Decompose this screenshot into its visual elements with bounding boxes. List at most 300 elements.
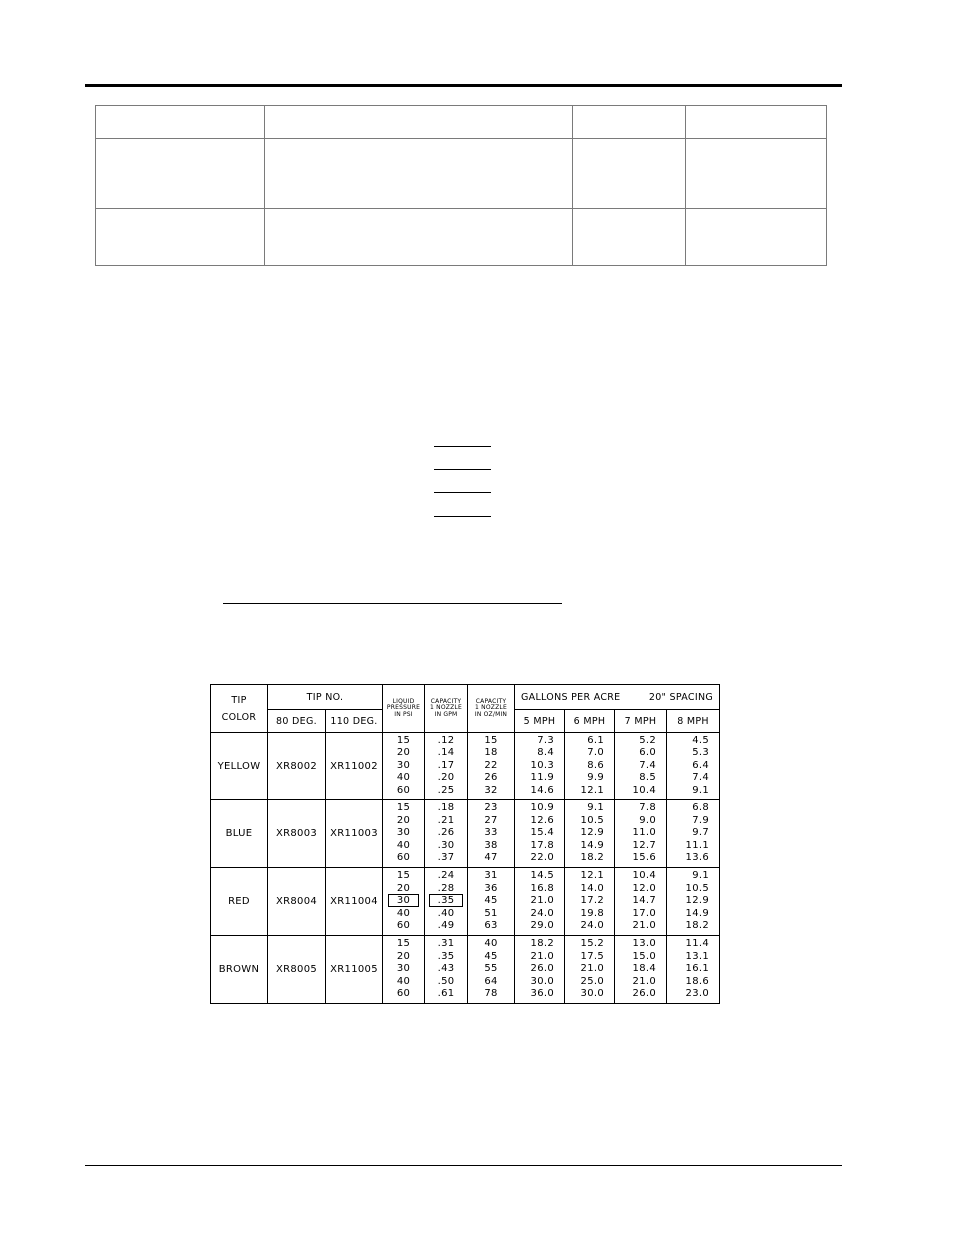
cell-value: 11.9 bbox=[530, 772, 554, 784]
cell-value: 10.4 bbox=[632, 784, 656, 796]
gpa-8mph-cell-value bbox=[667, 802, 709, 814]
capacity-gpm-cell-value bbox=[425, 735, 467, 747]
gpa-5mph-cell-value bbox=[515, 827, 554, 839]
cell-value: 16.1 bbox=[685, 963, 710, 975]
capacity-oz-cell-value bbox=[468, 760, 514, 772]
capacity-oz-cell-value bbox=[468, 785, 514, 797]
gallons-per-acre-header bbox=[515, 685, 720, 710]
cell-value: 7.9 bbox=[692, 814, 710, 826]
blank-cell bbox=[96, 106, 265, 139]
fill-in-line-2 bbox=[434, 469, 491, 470]
tip-color-cell: BLUE bbox=[211, 800, 268, 868]
cell-value: .14 bbox=[437, 747, 455, 759]
cell-value: 18.2 bbox=[580, 852, 604, 864]
cell-value: 21.0 bbox=[632, 920, 656, 932]
capacity-oz-cell bbox=[468, 936, 515, 1004]
capacity-oz-header: CAPACITY 1 NOZZLE IN OZ/MIN bbox=[468, 685, 515, 733]
gpa-5mph-cell-value bbox=[515, 772, 554, 784]
cell-value: 10.5 bbox=[685, 882, 710, 894]
cell-value: 12.1 bbox=[580, 784, 604, 796]
pressure-cell-value bbox=[383, 747, 424, 759]
cell-value: 15.6 bbox=[632, 852, 656, 864]
gpa-5mph-cell-value bbox=[515, 747, 554, 759]
cell-value: 38 bbox=[484, 839, 498, 851]
capacity-gpm-cell-value bbox=[425, 840, 467, 852]
gpa-7mph-cell-value bbox=[615, 735, 656, 747]
cell-value: .30 bbox=[437, 839, 455, 851]
gpa-7mph-cell-value bbox=[615, 760, 656, 772]
gpa-8mph-cell bbox=[667, 800, 720, 868]
gpa-5mph-cell-value bbox=[515, 951, 554, 963]
gpa-6mph-cell-value bbox=[565, 883, 604, 895]
cell-value: 36 bbox=[484, 882, 498, 894]
gpa-5mph-cell-value bbox=[515, 785, 554, 797]
gpa-5mph-cell-value bbox=[515, 840, 554, 852]
header-rule bbox=[85, 84, 842, 87]
pressure-cell-value bbox=[383, 895, 424, 907]
capacity-gpm-cell-value bbox=[425, 951, 467, 963]
pressure-cell-value bbox=[383, 840, 424, 852]
table-row bbox=[211, 936, 720, 1004]
capacity-gpm-cell-value bbox=[425, 895, 467, 907]
cell-value: 15.4 bbox=[530, 827, 554, 839]
cell-value: 15.2 bbox=[580, 938, 604, 950]
cell-value: 14.0 bbox=[580, 882, 604, 894]
cell-value: 60 bbox=[396, 988, 411, 1000]
pressure-cell-value bbox=[383, 802, 424, 814]
cell-value: 5.3 bbox=[692, 747, 710, 759]
footer-rule bbox=[85, 1165, 842, 1166]
capacity-gpm-cell bbox=[425, 868, 468, 936]
gpa-6mph-cell-value bbox=[565, 747, 604, 759]
tip-color-cell: YELLOW bbox=[211, 733, 268, 800]
pressure-cell bbox=[383, 868, 425, 936]
cell-value: 13.6 bbox=[685, 852, 710, 864]
cell-value: 9.7 bbox=[692, 827, 710, 839]
gpa-8mph-cell-value bbox=[667, 760, 709, 772]
gpa-7mph-cell bbox=[615, 800, 667, 868]
gpa-8mph-cell-value bbox=[667, 852, 709, 864]
pressure-cell-value bbox=[383, 963, 424, 975]
cell-value: 13.1 bbox=[685, 950, 710, 962]
cell-value: 17.2 bbox=[580, 895, 604, 907]
capacity-gpm-cell-value bbox=[425, 785, 467, 797]
cell-value: 7.0 bbox=[587, 747, 604, 759]
capacity-oz-cell-value bbox=[468, 802, 514, 814]
cell-value: .37 bbox=[437, 852, 455, 864]
capacity-oz-cell-value bbox=[468, 815, 514, 827]
cell-value: 16.8 bbox=[530, 882, 554, 894]
gpa-7mph-cell-value bbox=[615, 883, 656, 895]
gpa-7mph-cell-value bbox=[615, 920, 656, 932]
cell-value: 12.6 bbox=[530, 814, 554, 826]
cell-value: 5.2 bbox=[639, 734, 656, 746]
cell-value: 33 bbox=[484, 827, 498, 839]
capacity-gpm-cell-value bbox=[425, 827, 467, 839]
pressure-cell-value bbox=[383, 785, 424, 797]
blank-cell bbox=[573, 209, 686, 266]
cell-value: 21.0 bbox=[632, 975, 656, 987]
cell-value: 12.7 bbox=[632, 839, 656, 851]
color-header: COLOR bbox=[221, 711, 257, 723]
gpa-6mph-cell-value bbox=[565, 827, 604, 839]
cell-value: 18 bbox=[484, 747, 498, 759]
pressure-cell bbox=[383, 936, 425, 1004]
pressure-cell-value bbox=[383, 908, 424, 920]
cell-value: 27 bbox=[484, 814, 498, 826]
cell-value: 7.3 bbox=[537, 734, 554, 746]
gpa-5mph-cell-value bbox=[515, 938, 554, 950]
blank-cell bbox=[573, 139, 686, 209]
pressure-cell-value bbox=[383, 920, 424, 932]
blank-cell bbox=[96, 209, 265, 266]
gpa-7mph-cell-value bbox=[615, 988, 656, 1000]
cell-value: 63 bbox=[484, 920, 498, 932]
cell-value: 31 bbox=[484, 870, 498, 882]
capacity-gpm-cell-value bbox=[425, 815, 467, 827]
cell-value: 6.0 bbox=[639, 747, 656, 759]
cell-value: 10.9 bbox=[530, 802, 554, 814]
highlighted-value: 30 bbox=[389, 895, 418, 906]
gpa-7mph-cell-value bbox=[615, 840, 656, 852]
chart-body bbox=[211, 733, 720, 1004]
cell-value: 60 bbox=[396, 784, 411, 796]
cell-value: 9.1 bbox=[587, 802, 604, 814]
capacity-oz-cell bbox=[468, 800, 515, 868]
gpa-7mph-cell-value bbox=[615, 772, 656, 784]
cell-value: .40 bbox=[437, 907, 455, 919]
capacity-oz-cell-value bbox=[468, 883, 514, 895]
gpa-8mph-cell-value bbox=[667, 747, 709, 759]
cell-value: 12.1 bbox=[580, 870, 604, 882]
gpa-5mph-cell bbox=[515, 868, 565, 936]
pressure-header: LIQUID PRESSURE IN PSI bbox=[383, 685, 425, 733]
cell-value: 26.0 bbox=[632, 988, 656, 1000]
gpa-7mph-cell-value bbox=[615, 938, 656, 950]
gpa-7mph-cell-value bbox=[615, 827, 656, 839]
cell-value: 40 bbox=[484, 938, 498, 950]
speed-7-header: 7 MPH bbox=[615, 710, 667, 733]
cell-value: 12.9 bbox=[580, 827, 604, 839]
cell-value: .31 bbox=[437, 938, 455, 950]
gpa-6mph-cell bbox=[565, 800, 615, 868]
tip-110deg-cell: XR11002 bbox=[326, 733, 383, 800]
cell-value: 21.0 bbox=[530, 950, 554, 962]
cell-value: .43 bbox=[437, 963, 455, 975]
cell-value: 6.8 bbox=[692, 802, 710, 814]
cell-value: 30 bbox=[396, 827, 411, 839]
cell-value: .28 bbox=[437, 882, 455, 894]
cell-value: 14.9 bbox=[685, 907, 710, 919]
gpa-7mph-cell bbox=[615, 733, 667, 800]
cell-value: .50 bbox=[437, 975, 455, 987]
cell-value: .26 bbox=[437, 827, 455, 839]
cell-value: 7.4 bbox=[692, 772, 710, 784]
cell-value: 6.4 bbox=[692, 759, 710, 771]
capacity-gpm-cell-value bbox=[425, 883, 467, 895]
gpa-6mph-cell-value bbox=[565, 840, 604, 852]
deg110-header: 110 DEG. bbox=[326, 710, 383, 733]
capacity-gpm-cell-value bbox=[425, 747, 467, 759]
capacity-gpm-cell-value bbox=[425, 938, 467, 950]
gpa-5mph-cell-value bbox=[515, 852, 554, 864]
pressure-cell-value bbox=[383, 951, 424, 963]
cell-value: 15.0 bbox=[632, 950, 656, 962]
cell-value: .24 bbox=[437, 870, 455, 882]
cell-value: 22.0 bbox=[530, 852, 554, 864]
blank-cell bbox=[686, 139, 827, 209]
cell-value: 30 bbox=[396, 963, 411, 975]
cell-value: 40 bbox=[396, 907, 411, 919]
cell-value: 51 bbox=[484, 907, 498, 919]
gpa-6mph-cell-value bbox=[565, 963, 604, 975]
gpa-7mph-cell bbox=[615, 936, 667, 1004]
blank-cell bbox=[265, 106, 573, 139]
cell-value: 47 bbox=[484, 852, 498, 864]
cell-value: 40 bbox=[396, 839, 411, 851]
cell-value: 20 bbox=[396, 747, 411, 759]
table-row bbox=[211, 733, 720, 800]
cell-value: .20 bbox=[437, 772, 455, 784]
tip-110deg-cell: XR11005 bbox=[326, 936, 383, 1004]
tip-80deg-cell: XR8003 bbox=[268, 800, 326, 868]
cell-value: 18.2 bbox=[685, 920, 710, 932]
cell-value: 4.5 bbox=[692, 734, 710, 746]
gpa-7mph-cell-value bbox=[615, 747, 656, 759]
capacity-oz-cell-value bbox=[468, 895, 514, 907]
cell-value: 60 bbox=[396, 852, 411, 864]
gpa-6mph-cell-value bbox=[565, 870, 604, 882]
capacity-oz-cell-value bbox=[468, 938, 514, 950]
cell-value: 18.2 bbox=[530, 938, 554, 950]
capacity-gpm-cell-value bbox=[425, 852, 467, 864]
gpa-8mph-cell bbox=[667, 868, 720, 936]
gpa-8mph-cell-value bbox=[667, 883, 709, 895]
gpa-6mph-cell bbox=[565, 868, 615, 936]
cell-value: 15 bbox=[396, 938, 411, 950]
blank-form-table bbox=[95, 105, 827, 266]
blank-cell bbox=[265, 209, 573, 266]
underline-rule bbox=[223, 603, 562, 604]
capacity-oz-cell-value bbox=[468, 735, 514, 747]
cell-value: 30.0 bbox=[530, 975, 554, 987]
cell-value: 17.8 bbox=[530, 839, 554, 851]
table-row bbox=[211, 868, 720, 936]
cell-value: 30.0 bbox=[580, 988, 604, 1000]
blank-cell bbox=[686, 209, 827, 266]
cell-value: 23 bbox=[484, 802, 498, 814]
tip-color-cell: RED bbox=[211, 868, 268, 936]
pressure-cell-value bbox=[383, 870, 424, 882]
cell-value: .12 bbox=[437, 734, 455, 746]
capacity-oz-cell bbox=[468, 868, 515, 936]
gpa-5mph-cell-value bbox=[515, 976, 554, 988]
tip-no-header: TIP NO. bbox=[268, 685, 383, 710]
pressure-cell-value bbox=[383, 735, 424, 747]
cell-value: 12.9 bbox=[685, 895, 710, 907]
cell-value: 17.5 bbox=[580, 950, 604, 962]
cell-value: .49 bbox=[437, 920, 455, 932]
gpa-5mph-cell-value bbox=[515, 870, 554, 882]
gpa-7mph-cell-value bbox=[615, 976, 656, 988]
gpa-8mph-cell-value bbox=[667, 827, 709, 839]
gpa-8mph-cell-value bbox=[667, 988, 709, 1000]
pressure-cell-value bbox=[383, 815, 424, 827]
pressure-cell bbox=[383, 733, 425, 800]
gpa-7mph-cell-value bbox=[615, 852, 656, 864]
cell-value: .61 bbox=[437, 988, 455, 1000]
cell-value: .17 bbox=[437, 759, 455, 771]
tip-80deg-cell: XR8005 bbox=[268, 936, 326, 1004]
gpa-6mph-cell-value bbox=[565, 772, 604, 784]
gpa-7mph-cell-value bbox=[615, 908, 656, 920]
cell-value: 23.0 bbox=[685, 988, 710, 1000]
cell-value: 15 bbox=[484, 734, 498, 746]
cell-value: 12.0 bbox=[632, 882, 656, 894]
cell-value: 30 bbox=[396, 759, 411, 771]
cell-value: 8.5 bbox=[639, 772, 656, 784]
tip-80deg-cell: XR8004 bbox=[268, 868, 326, 936]
cell-value: 14.7 bbox=[632, 895, 656, 907]
capacity-oz-cell-value bbox=[468, 827, 514, 839]
cell-value: 20 bbox=[396, 950, 411, 962]
capacity-gpm-cell-value bbox=[425, 963, 467, 975]
cell-value: 78 bbox=[484, 988, 498, 1000]
gpa-6mph-cell-value bbox=[565, 951, 604, 963]
cell-value: 45 bbox=[484, 950, 498, 962]
cell-value: 14.5 bbox=[530, 870, 554, 882]
capacity-gpm-header: CAPACITY 1 NOZZLE IN GPM bbox=[425, 685, 468, 733]
cell-value: 24.0 bbox=[580, 920, 604, 932]
gpa-6mph-cell-value bbox=[565, 735, 604, 747]
cell-value: 15 bbox=[396, 734, 411, 746]
gpa-5mph-cell bbox=[515, 936, 565, 1004]
tip-header: TIP bbox=[231, 694, 247, 706]
nozzle-capacity-chart bbox=[210, 684, 720, 1004]
cell-value: 14.6 bbox=[530, 784, 554, 796]
gpa-6mph-cell-value bbox=[565, 938, 604, 950]
cell-value: 9.1 bbox=[692, 870, 710, 882]
cell-value: 7.4 bbox=[639, 759, 656, 771]
cell-value: 36.0 bbox=[530, 988, 554, 1000]
capacity-gpm-cell-value bbox=[425, 772, 467, 784]
capacity-gpm-cell bbox=[425, 936, 468, 1004]
gpa-8mph-cell-value bbox=[667, 976, 709, 988]
cell-value: 15 bbox=[396, 802, 411, 814]
capacity-oz-cell-value bbox=[468, 908, 514, 920]
capacity-gpm-cell-value bbox=[425, 870, 467, 882]
cell-value: 6.1 bbox=[587, 734, 604, 746]
gpa-5mph-cell-value bbox=[515, 815, 554, 827]
capacity-oz-cell-value bbox=[468, 852, 514, 864]
gpa-7mph-cell bbox=[615, 868, 667, 936]
gpa-8mph-cell-value bbox=[667, 920, 709, 932]
capacity-gpm-cell-value bbox=[425, 988, 467, 1000]
table-row bbox=[211, 800, 720, 868]
pressure-cell bbox=[383, 800, 425, 868]
cell-value: 10.4 bbox=[632, 870, 656, 882]
gpa-6mph-cell-value bbox=[565, 908, 604, 920]
gpa-8mph-cell-value bbox=[667, 938, 709, 950]
cell-value: 18.4 bbox=[632, 963, 656, 975]
fill-in-line-3 bbox=[434, 492, 491, 493]
cell-value: 11.0 bbox=[632, 827, 656, 839]
gpa-7mph-cell-value bbox=[615, 815, 656, 827]
cell-value: 32 bbox=[484, 784, 498, 796]
gpa-7mph-cell-value bbox=[615, 951, 656, 963]
cell-value: 10.5 bbox=[580, 814, 604, 826]
gpa-8mph-cell-value bbox=[667, 908, 709, 920]
capacity-oz-cell-value bbox=[468, 963, 514, 975]
capacity-oz-cell-value bbox=[468, 840, 514, 852]
tip-color-cell: BROWN bbox=[211, 936, 268, 1004]
pressure-cell-value bbox=[383, 760, 424, 772]
capacity-oz-cell-value bbox=[468, 772, 514, 784]
gpa-8mph-cell-value bbox=[667, 735, 709, 747]
gpa-6mph-cell bbox=[565, 733, 615, 800]
gpa-8mph-cell-value bbox=[667, 895, 709, 907]
capacity-oz-cell-value bbox=[468, 951, 514, 963]
cell-value: 21.0 bbox=[530, 895, 554, 907]
pressure-cell-value bbox=[383, 976, 424, 988]
speed-6-header: 6 MPH bbox=[565, 710, 615, 733]
gpa-6mph-cell bbox=[565, 936, 615, 1004]
gpa-5mph-cell-value bbox=[515, 963, 554, 975]
cell-value: 29.0 bbox=[530, 920, 554, 932]
capacity-oz-cell-value bbox=[468, 988, 514, 1000]
fill-in-line-1 bbox=[434, 446, 491, 447]
cell-value: .35 bbox=[437, 950, 455, 962]
cell-value: 20 bbox=[396, 814, 411, 826]
gpa-6mph-cell-value bbox=[565, 976, 604, 988]
speed-8-header: 8 MPH bbox=[667, 710, 720, 733]
gpa-5mph-cell-value bbox=[515, 883, 554, 895]
gpa-5mph-cell-value bbox=[515, 908, 554, 920]
cell-value: 21.0 bbox=[580, 963, 604, 975]
gpa-label: GALLONS PER ACRE bbox=[521, 691, 621, 703]
gpa-7mph-cell-value bbox=[615, 870, 656, 882]
blank-cell bbox=[265, 139, 573, 209]
cell-value: 40 bbox=[396, 975, 411, 987]
cell-value: 20 bbox=[396, 882, 411, 894]
capacity-gpm-cell bbox=[425, 800, 468, 868]
cell-value: 19.8 bbox=[580, 907, 604, 919]
cell-value: 14.9 bbox=[580, 839, 604, 851]
gpa-6mph-cell-value bbox=[565, 802, 604, 814]
capacity-gpm-cell-value bbox=[425, 760, 467, 772]
capacity-oz-cell-value bbox=[468, 976, 514, 988]
gpa-8mph-cell-value bbox=[667, 870, 709, 882]
tip-80deg-cell: XR8002 bbox=[268, 733, 326, 800]
capacity-oz-cell-value bbox=[468, 870, 514, 882]
pressure-cell-value bbox=[383, 938, 424, 950]
pressure-cell-value bbox=[383, 772, 424, 784]
speed-5-header: 5 MPH bbox=[515, 710, 565, 733]
tip-110deg-cell: XR11004 bbox=[326, 868, 383, 936]
cell-value: 26.0 bbox=[530, 963, 554, 975]
cell-value: 8.6 bbox=[587, 759, 604, 771]
capacity-gpm-cell-value bbox=[425, 802, 467, 814]
capacity-oz-cell-value bbox=[468, 747, 514, 759]
spacing-label: 20" SPACING bbox=[648, 691, 714, 703]
cell-value: 7.8 bbox=[639, 802, 656, 814]
gpa-5mph-cell-value bbox=[515, 802, 554, 814]
capacity-oz-cell bbox=[468, 733, 515, 800]
gpa-6mph-cell-value bbox=[565, 760, 604, 772]
pressure-cell-value bbox=[383, 827, 424, 839]
gpa-8mph-cell bbox=[667, 733, 720, 800]
pressure-cell-value bbox=[383, 852, 424, 864]
